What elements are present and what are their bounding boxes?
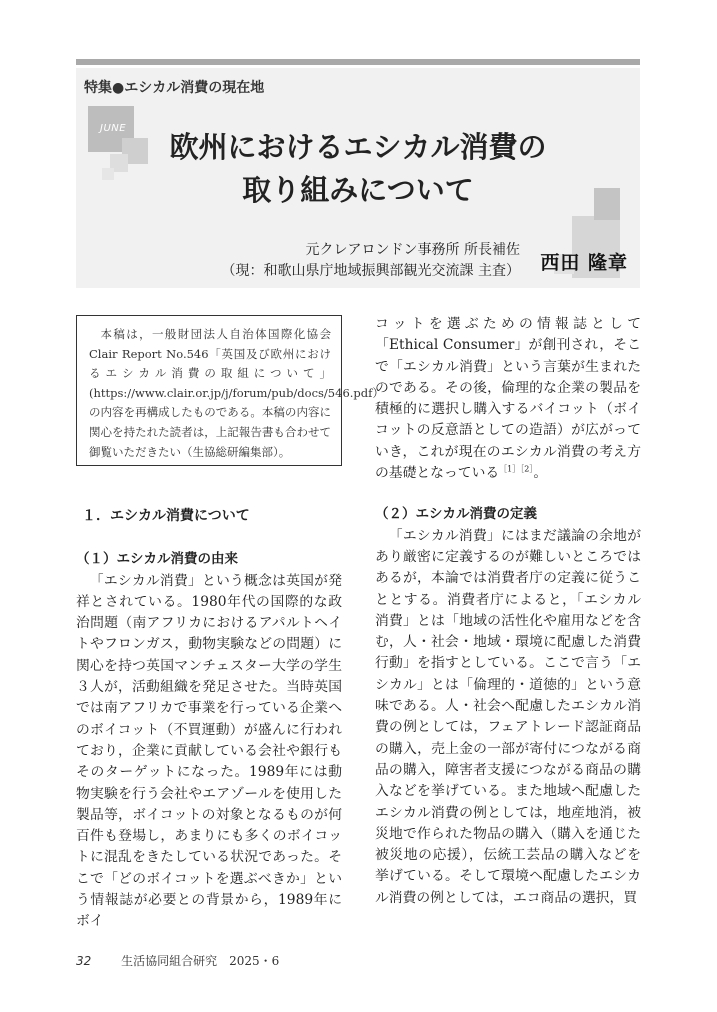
page-footer — [76, 952, 279, 969]
header-top-bar — [76, 59, 640, 65]
body-paragraph — [375, 314, 641, 484]
body-paragraph: 「エシカル消費」という概念は英国が発祥とされている。1980年代の国際的な政治問題（南アフリカにおけるアパルトヘイトやフロンガス，動物実験などの問題）に関心を持つ英国マンチェスター大学の学生３人が，活動組織を発足させた。当時英国では南アフリカで事業を行っている企業へのボイコット（不買運動）が盛んに行われており，企業に貢献している会社や銀行もそのターゲットになった。1989年には動物実験を行う会社やエアゾールを使用した製品等，ボイコットの対象となるものが何百件も登場し，あまりにも多くのボイコットに混乱をきたしている状況であった。そこで「どのボイコットを選ぶべきか」という情報誌が必要との背景から，1989年にボイ — [76, 572, 342, 930]
editor-note-text: 本稿は，一般財団法人自治体国際化協会Clair Report No.546「英国及び欧州におけるエシカル消費の取組について」(https://www.clair.or.jp/j/forum/pub/docs/546.pdf）の内容を再構成したものである。本稿の内容に関心を持たれた読者は，上記報告書も合わせて御覧いただきたい（生協総研編集部）。 — [89, 327, 384, 459]
section-heading: １．エシカル消費について — [82, 508, 250, 524]
author-affiliation — [222, 240, 520, 282]
feature-label: 特集●エシカル消費の現在地 — [84, 80, 265, 96]
author-name: 西田 隆章 — [540, 252, 628, 274]
editor-note-box — [76, 315, 384, 466]
body-text: コットを選ぶための情報誌として「Ethical Consumer」が創刊され，そこで「エシカル消費」という言葉が生まれたのである。その後，倫理的な企業の製品を積極的に選択し購入するバイコット（ボイコットの反意語としての造語）が広がっていき，これが現在のエシカル消費の考え方の基礎となっている — [375, 316, 641, 482]
title-line: 欧州におけるエシカル消費の — [169, 130, 547, 164]
left-column — [76, 506, 342, 933]
page-number: 32 — [76, 954, 92, 968]
right-column — [375, 314, 641, 909]
author-role-line: 元クレアロンドン事務所 所長補佐 — [305, 242, 520, 258]
journal-name: 生活協同組合研究 2025・6 — [121, 954, 280, 968]
reference-marker: ［1］［2］ — [499, 464, 534, 474]
title-line: 取り組みについて — [242, 173, 474, 207]
article-header — [76, 68, 640, 288]
month-tag: JUNE — [100, 123, 127, 134]
subsection-heading: （２）エシカル消費の定義 — [375, 506, 537, 523]
subsection-heading: （１）エシカル消費の由来 — [76, 551, 238, 568]
body-text: 。 — [533, 465, 548, 482]
author-role-line: （現：和歌山県庁地域振興部観光交流課 主査） — [221, 263, 520, 279]
body-paragraph: 「エシカル消費」にはまだ議論の余地があり厳密に定義するのが難しいところではあるが，本論では消費者庁の定義に従うこととする。消費者庁によると，「エシカル消費」とは「地域の活性化や雇用などを含む，人・社会・地域・環境に配慮した消費行動」を指すとしている。ここで言う「エシカル」とは「倫理的・道徳的」という意味である。人・社会へ配慮したエシカル消費の例としては，フェアトレード認証商品の購入，売上金の一部が寄付につながる商品の購入，障害者支援につながる商品の購入などを挙げている。また地域へ配慮したエシカル消費の例としては，地産地消，被災地で作られた物品の購入（購入を通じた被災地の応援），伝統工芸品の購入などを挙げている。そして環境へ配慮したエシカル消費の例としては，エコ商品の選択，買 — [375, 527, 641, 906]
article-title — [76, 126, 640, 212]
